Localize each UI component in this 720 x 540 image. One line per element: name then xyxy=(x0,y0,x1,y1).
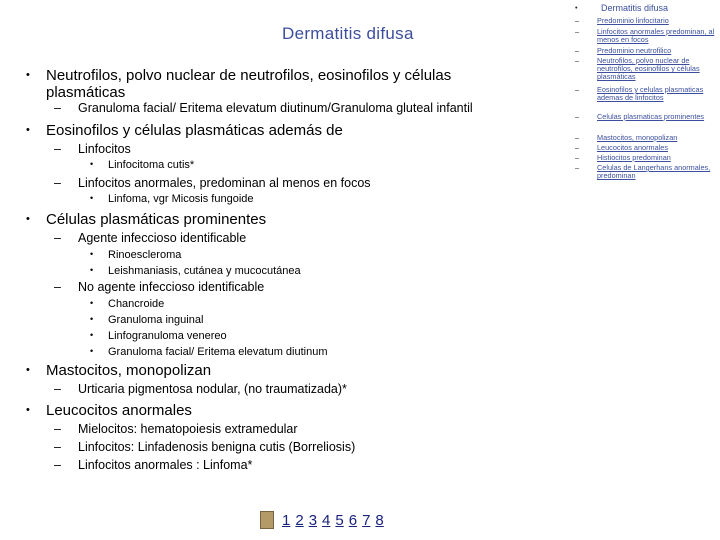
outline-item xyxy=(26,211,267,228)
bullet: • xyxy=(90,314,94,324)
mini-outline-item xyxy=(575,163,715,181)
mini-outline-title[interactable]: Dermatitis difusa xyxy=(601,3,669,13)
outline-item xyxy=(90,330,227,342)
outline-item xyxy=(54,231,247,245)
outline-text: Neutrofilos, polvo nuclear de neutrofilos, eosinofilos y células plasmáticas xyxy=(46,67,452,101)
mini-outline-link[interactable]: Histiocitos predominan xyxy=(597,153,671,162)
dash: – xyxy=(54,422,61,436)
mini-outline-link[interactable]: Predominio neutrofilico xyxy=(597,46,672,55)
page-navigation xyxy=(260,511,389,529)
bullet: • xyxy=(90,249,94,259)
outline-text: Urticaria pigmentosa nodular, (no traumatizada)* xyxy=(78,382,347,396)
outline-text: Linfocitos xyxy=(78,142,131,156)
outline-item xyxy=(90,193,254,205)
mini-outline-item xyxy=(575,112,715,121)
page-link[interactable]: 1 xyxy=(282,511,291,529)
outline-item xyxy=(90,265,301,277)
outline-text: Linfocitos: Linfadenosis benigna cutis (Borreliosis) xyxy=(78,440,356,454)
outline-item xyxy=(90,314,204,326)
outline-item xyxy=(54,280,265,294)
dash: – xyxy=(575,16,580,25)
bullet: • xyxy=(90,330,94,340)
outline-item xyxy=(54,382,347,396)
bullet: • xyxy=(26,364,30,376)
bullet: • xyxy=(26,69,30,81)
mini-outline-item xyxy=(575,133,715,142)
outline-item xyxy=(26,122,343,139)
dash: – xyxy=(54,231,61,245)
outline-text: Mielocitos: hematopoiesis extramedular xyxy=(78,422,298,436)
outline-text: Eosinofilos y células plasmáticas además de xyxy=(46,122,343,139)
bullet: • xyxy=(90,298,94,308)
bullet: • xyxy=(26,124,30,136)
mini-outline-link[interactable]: Leucocitos anormales xyxy=(597,143,668,152)
bullet: • xyxy=(90,265,94,275)
dash: – xyxy=(575,163,580,172)
outline-item xyxy=(26,362,212,379)
outline-text: Granuloma facial/ Eritema elevatum diutinum/Granuloma gluteal infantil xyxy=(78,101,473,115)
bullet: • xyxy=(90,193,94,203)
mini-outline-link[interactable]: Eosinofilos y celulas plasmaticas ademas de linfocitos xyxy=(597,85,704,103)
outline-text: Chancroide xyxy=(108,298,165,310)
outline-text: No agente infeccioso identificable xyxy=(78,280,265,294)
dash: – xyxy=(54,382,61,396)
outline-text: Rinoescleroma xyxy=(108,249,182,261)
dash: – xyxy=(54,101,61,115)
page-link[interactable]: 3 xyxy=(308,511,318,529)
mini-outline-item xyxy=(575,16,715,25)
page-link[interactable]: 7 xyxy=(362,511,371,529)
page-link[interactable]: 4 xyxy=(322,511,331,529)
book-icon[interactable] xyxy=(260,511,274,529)
dash: – xyxy=(575,56,580,65)
mini-outline-item xyxy=(575,46,715,55)
bullet: • xyxy=(90,346,94,356)
mini-outline-link[interactable]: Mastocitos, monopolizan xyxy=(597,133,678,142)
outline-text: Granuloma facial/ Eritema elevatum diutinum xyxy=(108,346,328,358)
outline-text: Leishmaniasis, cutánea y mucocutánea xyxy=(108,265,301,277)
outline-item xyxy=(54,440,356,454)
outline-text: Linfogranuloma venereo xyxy=(108,330,227,342)
outline-text: Linfocitoma cutis* xyxy=(108,159,195,171)
outline-item xyxy=(90,249,182,261)
outline-item xyxy=(90,298,165,310)
page-link[interactable]: 6 xyxy=(348,511,358,529)
mini-outline-item xyxy=(575,27,715,45)
outline-item xyxy=(26,402,192,419)
outline-text: Leucocitos anormales xyxy=(46,402,192,419)
dash: – xyxy=(54,280,61,294)
mini-outline-item xyxy=(575,153,715,162)
outline-item xyxy=(54,101,473,115)
outline-item xyxy=(26,67,526,101)
outline-item xyxy=(54,458,253,472)
page-link[interactable]: 5 xyxy=(335,511,344,529)
mini-outline-link[interactable]: Neutrofilos, polvo nuclear de neutrofilos, eosinofilos y células plasmáticas xyxy=(597,56,700,82)
mini-outline-link[interactable]: Celulas plasmaticas prominentes xyxy=(597,112,705,121)
dash: – xyxy=(575,46,580,55)
outline-text: Linfocitos anormales : Linfoma* xyxy=(78,458,253,472)
dash: – xyxy=(575,133,580,142)
outline-text: Agente infeccioso identificable xyxy=(78,231,247,245)
bullet: • xyxy=(575,3,578,12)
dash: – xyxy=(575,27,580,36)
outline-text: Mastocitos, monopolizan xyxy=(46,362,212,379)
outline-text: Granuloma inguinal xyxy=(108,314,204,326)
dash: – xyxy=(575,143,580,152)
dash: – xyxy=(54,458,61,472)
mini-outline-item xyxy=(575,85,715,103)
outline-text: Células plasmáticas prominentes xyxy=(46,211,267,228)
mini-outline-link[interactable]: Predominio linfocitario xyxy=(597,16,669,25)
outline-text: Linfocitos anormales, predominan al menos en focos xyxy=(78,176,371,190)
mini-outline-link[interactable]: Celulas de Langerhans anormales, predominan xyxy=(597,163,711,181)
outline-item xyxy=(90,159,195,171)
page-link[interactable]: 8 xyxy=(375,511,384,529)
bullet: • xyxy=(26,213,30,225)
dash: – xyxy=(54,440,61,454)
outline-text: Linfoma, vgr Micosis fungoide xyxy=(108,193,254,205)
mini-outline-link[interactable]: Linfocitos anormales predominan, al menos en focos xyxy=(597,27,715,45)
outline-item xyxy=(54,422,298,436)
dash: – xyxy=(54,176,61,190)
outline-item xyxy=(54,176,371,190)
dash: – xyxy=(575,112,580,121)
bullet: • xyxy=(90,159,94,169)
dash: – xyxy=(54,142,61,156)
mini-outline-item xyxy=(575,56,715,82)
mini-outline-item xyxy=(575,143,715,152)
bullet: • xyxy=(26,404,30,416)
outline-item xyxy=(54,142,131,156)
mini-outline-title-row xyxy=(575,3,715,13)
dash: – xyxy=(575,85,580,94)
outline-item xyxy=(90,346,328,358)
page-link[interactable]: 2 xyxy=(295,511,304,529)
dash: – xyxy=(575,153,580,162)
page-title: Dermatitis difusa xyxy=(282,24,414,43)
